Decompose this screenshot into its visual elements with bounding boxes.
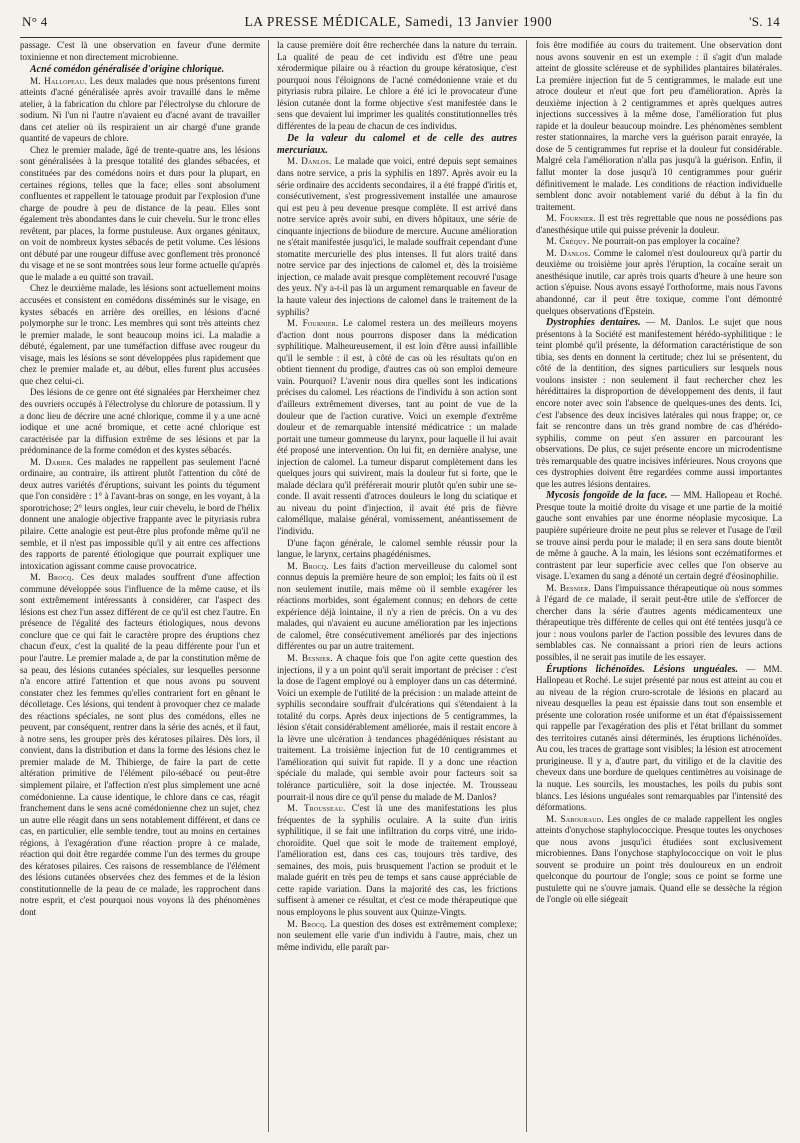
paragraph-text: — M. Danlos. Le sujet que nous présentons à la Société est manifestement hérédo-syphilitique : le teint plombé qu'il présente, la déformation caractéristique de son tibia, ses dents en donnent la certitude; chez lui se présentent, du côté de la dentition, des signes particuliers sur lesquels nous voulons insister : non seulement il faut rechercher chez les hérédittaires la disproportion de développement des dents, il faut encore noter avec soin l'absence de quelques-unes des dents. Ici, c'est l'absence des deux incisives latérales qui nous frappe; or, ce fait se rencontre dans un très grand nombre de cas d'hérédo-syphilis, comme on peut s'en assurer en parcourant les observations. De plus, ce sujet présente encore un microdentisme très remarquable des quatre incisives inférieures. Nous croyons que ces dystrophies doivent être regardées comme aussi importantes que les autres lésions dentaires.: [536, 317, 782, 489]
speaker-name: M. Danlos.: [287, 156, 332, 167]
paragraph-text: C'est là une des manifestations les plus fréquentes de la syphilis oculaire. A la suite d'un iritis syphilitique, il se fait une infiltration du corps vitré, une irido-choroïdite. Quel que soit le mode de traitement employé, l'amélioration est, dans ces cas, toujours très tardive, des semaines, des mois, puis brusquement l'action se produit et le malade guérit en très peu de temps et sans cause appréciable de cette rapide variation. Dans la majorité des cas, les frictions suffisent à amener ce résultat, et c'est ce mode thérapeutique que nous employons le plus souvent aux Quinze-Vingts.: [277, 803, 517, 918]
paragraph-text: Les ongles de ce malade rappellent les ongles atteints d'onychose staphylococcique. Presque toutes les onychoses que nous avons jusqu'ici étudiées sont exclusivement microbiennes. Dans l'onychose staphylococcique on voit le plus souvent se produire un point très douloureux en un endroit quelconque du pourtour de l'ongle; sous ce point se forme une pustulette qui ne s'ouvre jamais. Quand elle se dessèche la région de l'ongle où elle siégeait: [536, 813, 782, 905]
paragraph: [20, 40, 260, 63]
speaker-name: M. Besnier.: [546, 582, 591, 593]
paragraph: [277, 538, 517, 561]
running-header: [20, 14, 782, 38]
paragraph-text: Chez le premier malade, âgé de trente-quatre ans, les lésions sont généralisées à la presque totalité des glandes sébacées, et constituées par des comédons noirs et durs pour la plupart, en certaines régions, telles que la face; elles sont absolument confluentes et rappellent le tatouage produit par l'explosion d'une charge de poudre à peu de distance de la peau. Elles sont également très abondantes dans le cuir chevelu. Sur le tronc elles revêtent, par places, la forme pustuleuse. Aux organes génitaux, on voit de nombreux kystes sébacés de petit volume. Ces lésions ont débuté par une rougeur diffuse avec gonflement très prononcé du visage et ne se sont montrées sous leur forme actuelle qu'après que le malade a eu quitté son travail.: [20, 144, 260, 282]
speaker-name: M. Brocq.: [287, 560, 329, 571]
paragraph: [277, 919, 517, 954]
paragraph-text: — MM. Hallopeau et Roché. Presque toute la moitié droite du visage et une partie de la moitié gauche sont envahies par une énorme néoplasie mycosique. La paupière supérieure droite ne peut plus se relever et l'usage de l'œil se trouve ainsi perdu pour le malade; il en sera sans doute bientôt de même à gauche. A la main, les lésions sont eczématiformes et contrastent par leur superficie avec celles que l'on observe au visage. L'examen du sang a dénoté un certain degré d'éosinophilie.: [536, 490, 782, 582]
speaker-name: M. Danlos.: [546, 247, 591, 258]
column-rule: [526, 40, 527, 1132]
paragraph-text: Chez le deuxième malade, les lésions sont actuellement moins accusées et consistent en comédons disséminés sur le visage, en kystes sébacés en arrière des oreilles, en lésions d'acné polymorphe sur le tronc. Les membres qui sont très atteints chez le premier malade, le sont beaucoup moins ici. La maladie a débuté, également, par une tuméfaction diffuse avec rougeur du visage, mais les lésions se sont développées plus rapidement que chez le premier malade et, au début, elles furent plus accusées que chez celui-ci.: [20, 283, 260, 386]
section-heading: [536, 317, 782, 490]
text-columns: [20, 40, 782, 1132]
paragraph: [536, 213, 782, 236]
issue-number: N° 4: [22, 14, 48, 29]
paragraph: [20, 76, 260, 145]
column-1: [20, 40, 260, 1132]
paragraph-text: Le calomel restera un des meilleurs moyens d'action dont nous pourrons disposer dans la médication syphilitique. Malheureusement, il est loin d'être aussi infaillible qu'il le semble : il est, à côté de cas où les résultats qu'on en obtient tiennent du prodige, d'autres cas où son emploi demeure vain. Pourquoi? L'avenir nous dira quelles sont les indications précises du calomel. Les réactions de l'individu à son action sont d'ailleurs extrêmement diverses, tant au point de vue de la douleur que de l'action curative. Voici un exemple d'extrême douleur et de remarquable intensité médicatrice : un malade portait une tumeur gommeuse du larynx, pour laquelle il lui avait été proposé une intervention. On lui fit, en dernière analyse, une injection de calomel. La tumeur disparut complètement dans les quelques jours qui suivirent, mais la douleur fut si forte, que le malade déclara qu'il préférerait mourir plutôt qu'en subir une seconde. Il avait ressenti d'atroces douleurs le long du sciatique et au niveau du point d'injection, il avait été pris de fièvre caloméllque, malaise général, vomissement, anéantissement de l'individu.: [277, 318, 517, 536]
page-number: 'S. 14: [749, 14, 780, 29]
speaker-name: M. Sabouraud.: [546, 813, 604, 824]
paragraph: [536, 814, 782, 906]
heading-text: Acné comédon généralisée d'origine chlorique.: [30, 64, 225, 76]
heading-text: De la valeur du calomel et de celle des autres mercuriaux.: [277, 133, 517, 156]
paragraph-text: passage. C'est là une observation en faveur d'une dermite toxinienne et non directement microbienne.: [20, 40, 260, 62]
paragraph-text: Il est très regrettable que nous ne possédions pas d'anesthésique utile qui puisse prévenir la douleur.: [536, 213, 782, 235]
speaker-name: M. Fournier.: [546, 213, 596, 224]
paragraph-text: la cause première doit être recherchée dans la nature du terrain. La qualité de peau de cet individu est d'être une peau xérodermique pilaire ou à réaction du groupe kératosique, c'est pourquoi nous l'éloignons de l'acné comédonienne vraie et du pityriasis rubra pilaire. Le chlore a été ici le provocateur d'une lésion cutanée dont la forme objective s'est manifestée dans le sens que devaient lui imprimer les qualités constitutionnelles très différentes de la peau de chacun de ces individus.: [277, 40, 517, 131]
paragraph-text: Comme le calomel n'est douloureux qu'à partir du deuxième ou troisième jour après l'éruption, la cocaïne serait un anesthésique inutile, car après trois quarts d'heure à une heure son action s'épuise. Nous avons essayé l'orthoforme, mais nous l'avons abandonné, car il peut être toxique, comme l'ont démontré quelques observations d'Epstein.: [536, 247, 782, 316]
paragraph-text: Les faits d'action merveilleuse du calomel sont connus depuis la première heure de son emploi; les faits où il est non seulement inutile, mais même où il semble exagérer les réactions morbides, sont également connus; en dehors de cette expérience déjà lointaine, il n'y a rien de précis. On a vu des malades, qui n'avaient eu aucune amélioration par les injections de calomel, être consécutivement améliorés par des injections différentes ou par un autre traitement.: [277, 560, 517, 652]
paragraph: [20, 145, 260, 284]
paragraph-text: A chaque fois que l'on agite cette question des injections, il y a un point qu'il serait important de préciser : c'est la dose de l'agent employé ou à employer dans un cas déterminé. Voici un exemple de l'utilité de la précision : un malade atteint de syphilis secondaire souffrait d'ulcérations qui s'étendaient à la totalité du corps. Après deux injections de 5 centigrammes, la lésion s'était considérablement améliorée, mais il restait encore à la lèvre une ulcération à tendances phagédéniques résistant au traitement. La troisième injection fut de 10 centigrammes et l'amélioration qui suivit fut rapide. Il y a donc une réaction spéciale du malade, qui semble avoir pour facteurs soit sa tolérance particulière, soit la dose injectée. M. Trousseau pourrait-il nous dire ce qu'il pense du malade de M. Danlos?: [277, 652, 517, 802]
paragraph: [277, 156, 517, 318]
section-heading: [20, 64, 260, 76]
paragraph-text: Ces malades ne rappellent pas seulement l'acné ordinaire, au contraire, ils attirent plutôt l'attention du côté de deux autres variétés d'éruptions, suivant les points du tégument que l'on considère : 1° à l'avant-bras on songe, en les voyant, à la sporotrichose; 2° leurs ongles, leur cuir chevelu, le bord de l'hélix donnent une analogie objective frappante avec le pityriasis rubra pilaire. Cette analogie est peut-être plus profonde même qu'il ne semble, et il n'est pas impossible qu'il y ait entre ces affections des rapports de parenté étiologique que pourrait expliquer une intoxication agissant comme cause provocatrice.: [20, 456, 260, 571]
paragraph: [277, 561, 517, 653]
column-2: [277, 40, 517, 1132]
paragraph: [277, 318, 517, 537]
paragraph: [536, 40, 782, 213]
paragraph-text: Les deux malades que nous présentons furent atteints d'acné généralisée après avoir travaillé dans le même atelier, à la fabrication du chlore par l'électrolyse du chlorure de sodium. Ni l'un ni l'autre n'avaient eu d'acné avant de travailler dans cet atelier où ils respiraient un air chargé d'une grande quantité de vapeurs de chlore.: [20, 75, 260, 144]
speaker-name: M. Darier.: [30, 456, 74, 467]
paragraph-text: — MM. Hallopeau et Roché. Le sujet présenté par nous est atteint au cou et au niveau de la région cruro-scrotale de lésions en placard au niveau desquelles la peau est épaissie dans tout son ensemble et présente une coloration rosée uniforme et un état d'épaississement qui rappelle par l'exagération des plis et l'état brillant du sommet des territoires cutanés ainsi déterminés, les éruptions lichénoïdes. Au cou, les traces de grattage sont visibles; la lésion est atrocement prurigineuse. Il y a, d'autre part, du vitiligo et de la clavitie des cheveux dans une bordure de quelques centimètres au voisinage de la nuque. Les sourcils, les moustaches, les poils du pubis sont blancs. Les lésions unguéales sont remarquables par l'intensité des déformations.: [536, 663, 782, 813]
heading-text: Éruptions lichénoïdes. Lésions unguéales.: [546, 663, 739, 675]
heading-text: Mycosis fongoïde de la face.: [546, 490, 668, 502]
paragraph: [277, 40, 517, 132]
paragraph: [536, 248, 782, 317]
section-heading: [277, 133, 517, 156]
speaker-name: M. Besnier.: [287, 652, 333, 663]
section-heading: [536, 490, 782, 582]
speaker-name: M. Trousseau.: [287, 803, 346, 814]
speaker-name: M. Créquy.: [546, 236, 590, 247]
paragraph: [20, 572, 260, 918]
paragraph: [277, 803, 517, 918]
speaker-name: M. Hallopeau.: [30, 75, 87, 86]
newspaper-page: [20, 14, 782, 1132]
section-heading: [536, 664, 782, 814]
masthead-title: LA PRESSE MÉDICALE, Samedi, 13 Janvier 1900: [244, 14, 553, 29]
paragraph: [20, 283, 260, 387]
paragraph: [20, 387, 260, 456]
paragraph: [20, 457, 260, 572]
paragraph-text: Le malade que voici, entré depuis sept semaines dans notre service, a pris la syphilis en 1897. Après avoir eu la série ordinaire des accidents secondaires, il a été frappé d'iritis et, consécutivement, s'est progressivement installée une amaurose qui est peu à peu devenue presque complète. Il est arrivé dans notre service après avoir subi, en divers hôpitaux, une série de cinquante injections de biiodure de mercure. Aucune amélioration ne s'était manifestée jusqu'ici, le malade souffrait cependant d'une stomatite mercurielle des plus intenses. Il fut alors traité dans notre service par des injections de calomel et, dès la troisième injection, ce malade avait presque complètement recouvré l'usage des yeux. N'y a-t-il pas là un argument remarquable en faveur de la haute valeur des injections de calomel dans le traitement de la syphilis?: [277, 156, 517, 317]
paragraph: [536, 583, 782, 664]
paragraph-text: La question des doses est extrêmement complexe; non seulement elle varie d'un individu à l'autre, mais, chez un même individu, elle paraît par-: [277, 918, 517, 952]
speaker-name: M. Brocq.: [30, 572, 74, 583]
paragraph-text: Des lésions de ce genre ont été signalées par Herxheimer chez des ouvriers occupés à l'électrolyse du chlorure de potassium. Il y a donc lieu de décrire une acné chlorique, comme il y a une acné iodique et une acné bromique, et cette acné chlorique est caractérisée par la diffusion extrême de ses lésions et par la prédominance de la forme comédon et des kystes sébacés.: [20, 387, 260, 456]
paragraph-text: Ces deux malades souffrent d'une affection commune développée sous l'influence de la même cause, et ils sont extrêmement intéressants à considérer, car l'aspect des lésions est chez l'un assez différent de ce qu'il est chez l'autre. En présence de l'égalité des facteurs étiologiques, nous devons conclure que ce qui fait le caractère propre des éruptions chez chacun d'eux, c'est la qualité de la peau différente pour l'un et pour l'autre. Le premier malade a, de par la constitution même de sa peau, des lésions cutanées spéciales, sur lesquelles personne n'a encore attiré l'attention et que nous avons pu souvent constater chez les femmes qu'elles contrarient fort en gênant le décolletage. Ces lésions, qui tendent à provoquer chez ce malade des réactions spéciales, ne sont plus des comédons, elles ne peuvent, par conséquent, rentrer dans la série des acnés, et il faut, à notre sens, les grouper près des kératoses pilaires. Dès lors, il convient, dans la distribution et dans la forme des lésions chez le premier malade de M. Thibierge, de faire la part de cette altération primitive de l'élément pilo-sébacé ou peut-être simplement pilaire, et l'affection n'est plus simplement une acné comédonienne. La cause identique, le chlore dans ce cas, réagit franchement dans le sens acné comédonienne chez un sujet, chez un autre elle réagit dans un sens notablement différent, et dans ce cas, en particulier, elle semble tendre, tout au moins en certaines régions, à l'exagération d'une réaction propre à ce malade, réaction qui doit être regardée comme l'un des termes du groupe des kératoses pilaires. Ces raisons de ressemblance de l'élément des lésions cutanées observées chez des femmes et de la lésion constitutionnelle de la peau de ce malade, les rapprochent dans notre esprit, et c'est pourquoi nous voyons là des phénomènes dont: [20, 572, 260, 918]
column-3: [536, 40, 782, 1132]
column-rule: [268, 40, 269, 1132]
paragraph-text: D'une façon générale, le calomel semble réussir pour la langue, le larynx, certains phagédénismes.: [277, 537, 517, 560]
paragraph-text: Ne pourrait-on pas employer la cocaïne?: [591, 236, 740, 247]
paragraph: [536, 236, 782, 248]
speaker-name: M. Brocq.: [287, 918, 328, 929]
heading-text: Dystrophies dentaires.: [546, 317, 641, 329]
paragraph-text: Dans l'impuissance thérapeutique où nous sommes à l'égard de ce malade, il serait peut-être utile de s'efforcer de chercher dans la série d'autres agents médicamenteux une thérapeutique très différente de celles qui ont été tentées jusqu'à ce jour : nous voulons parler de l'action possible des levures dans de semblables cas. Ne connaissant a priori rien de leurs actions possibles, il ne serait pas inutile de les essayer.: [536, 582, 782, 662]
speaker-name: M. Fournier.: [287, 318, 339, 329]
paragraph: [277, 653, 517, 803]
paragraph-text: fois être modifiée au cours du traitement. Une observation dont nous avons souvenir en est un exemple : il s'agit d'un malade atteint de glossite scléreuse et de syphilides plantaires bilatérales. La première injection fut de 5 centigrammes, le malade eut une atroce douleur et n'eut que fort peu d'amélioration. Après la deuxième injection à 2 centigrammes et après quelques autres injections successives à la même dose, l'amélioration fut plus rapide et la douleur beaucoup moindre. Les phénomènes semblent rester stationnaires, la marche vers la guérison parait enrayée, la dose de 5 centigrammes fut reprise et la douleur fut considérable. Malgré cela l'amélioration n'alla pas jusqu'à la guérison. Enfin, il fallut monter la dose jusqu'à 10 centigrammes pour guérir définitivement le malade. Les conditions de réaction individuelle semblent donc avoir notablement varié du début à la fin du traitement.: [536, 40, 782, 212]
